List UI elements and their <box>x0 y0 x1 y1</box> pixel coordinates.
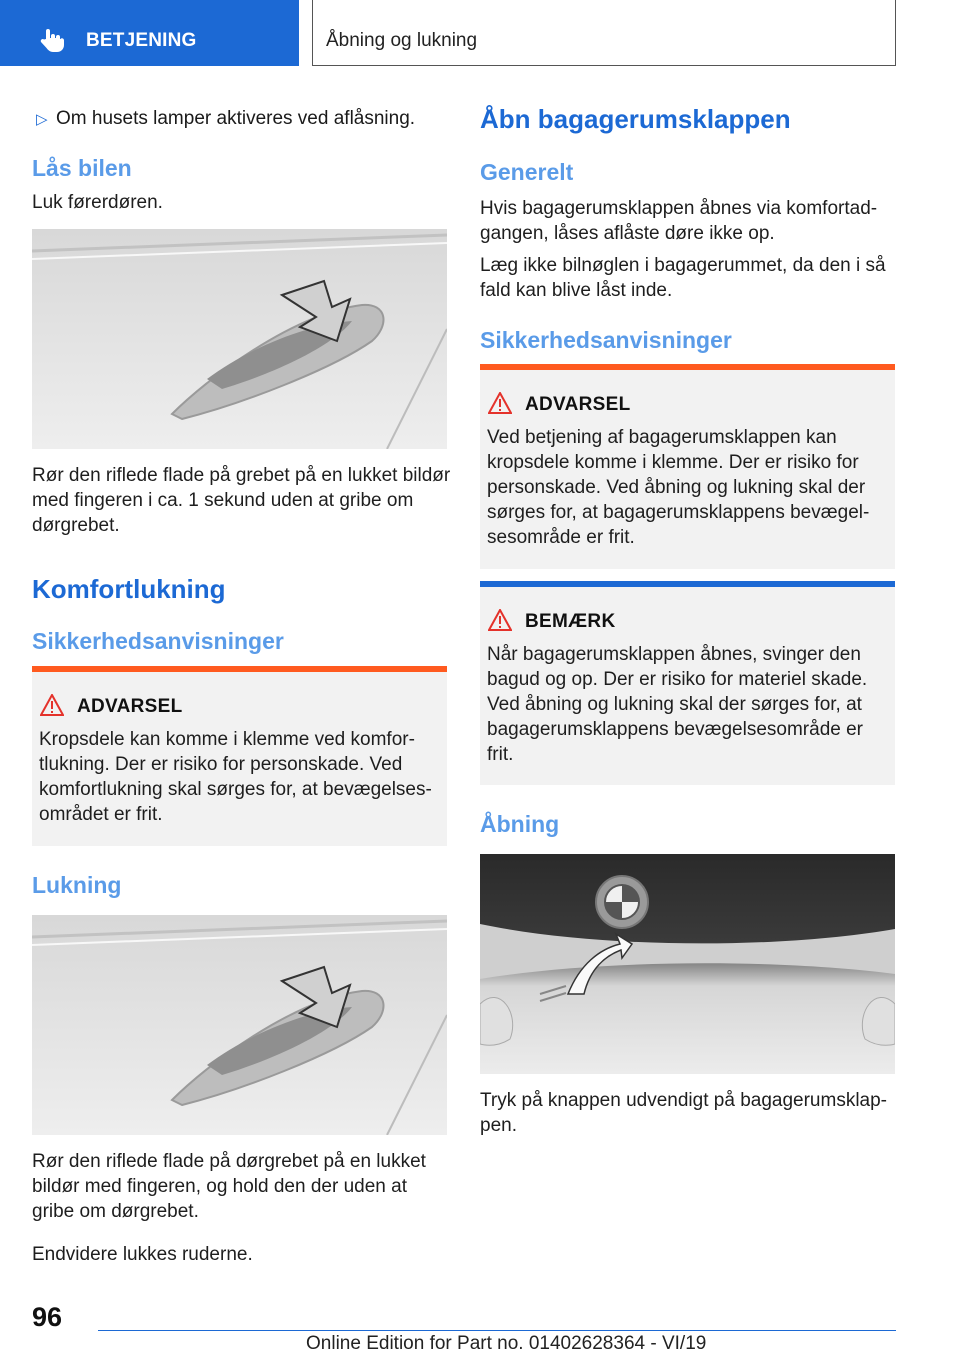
chapter-tab-label: BETJENING <box>86 30 197 51</box>
list-item: ▷ Om husets lamper aktiveres ved aflåsning. <box>32 106 452 132</box>
page-number: 96 <box>32 1302 63 1332</box>
section-heading-comfort: Komfortlukning <box>32 574 226 604</box>
warning-box-right <box>480 364 895 569</box>
lock-text: Luk førerdøren. <box>32 192 163 213</box>
warning-bar <box>480 364 895 370</box>
warning-box-left <box>32 666 447 846</box>
chapter-title: Åbning og lukning <box>326 30 478 51</box>
warning-title: ADVARSEL <box>525 394 631 415</box>
warning-body: Kropsdele kan komme i klemme ved komfortlukning. Der er risiko for personskade. Ved komfortlukning skal sørges for, at bevægelsesområdet er frit. <box>39 729 432 825</box>
section-heading-closing: Lukning <box>32 872 122 898</box>
closing-caption: Rør den riflede flade på dørgrebet på en lukket bildør med fingeren, og hold den der uden at gribe om dørgrebet. <box>32 1151 426 1222</box>
edition-info: Online Edition for Part no. 01402628364 - VI/19 <box>306 1333 707 1354</box>
warning-triangle-icon <box>40 694 64 716</box>
trunk-button-illustration <box>480 854 895 1074</box>
notice-title: BEMÆRK <box>525 611 616 632</box>
notice-bar <box>480 581 895 587</box>
section-heading-open-trunk: Åbn bagagerumsklappen <box>480 104 791 134</box>
warning-bar <box>32 666 447 672</box>
section-heading-safety-left: Sikkerhedsanvisninger <box>32 628 284 654</box>
section-heading-general: Generelt <box>480 159 574 185</box>
warning-triangle-icon <box>488 392 512 414</box>
notice-body: Når bagagerumsklappen åbnes, svinger den bagud og op. Der er risiko for materiel skade. Ved åbning og lukning skal der sørges for, at bagagerumsklappens bevægelsesområde er frit. <box>487 644 868 765</box>
section-heading-safety-right: Sikkerhedsanvisninger <box>480 327 732 353</box>
notice-box <box>480 581 895 785</box>
door-handle-illustration-2 <box>32 915 447 1135</box>
section-heading-opening: Åbning <box>480 811 560 837</box>
closing-extra: Endvidere lukkes ruderne. <box>32 1244 253 1265</box>
lock-caption: Rør den riflede flade på grebet på en lukket bildør med fingeren i ca. 1 sekund uden at gribe om dørgrebet. <box>32 465 451 536</box>
triangle-bullet-icon: ▷ <box>36 111 48 128</box>
section-heading-lock: Lås bilen <box>32 155 132 181</box>
hand-pointer-icon <box>38 26 66 54</box>
general-paragraph-2: Læg ikke bilnøglen i bagagerummet, da den i så fald kan blive låst inde. <box>480 255 886 301</box>
door-handle-illustration <box>32 229 447 449</box>
notice-triangle-icon <box>488 609 512 631</box>
general-paragraph-1: Hvis bagagerumsklappen åbnes via komfortadgangen, låses aflåste døre ikke op. <box>480 198 878 244</box>
warning-body: Ved betjening af bagagerumsklappen kan kropsdele komme i klemme. Der er risiko for personskade. Ved åbning og lukning skal der sørges for, at bagagerumsklappens bevægelsesområde er frit. <box>487 427 870 548</box>
chapter-tab <box>0 0 299 66</box>
warning-title: ADVARSEL <box>77 696 183 717</box>
footer-divider <box>98 1330 896 1331</box>
opening-caption: Tryk på knappen udvendigt på bagagerumsklappen. <box>480 1090 887 1136</box>
